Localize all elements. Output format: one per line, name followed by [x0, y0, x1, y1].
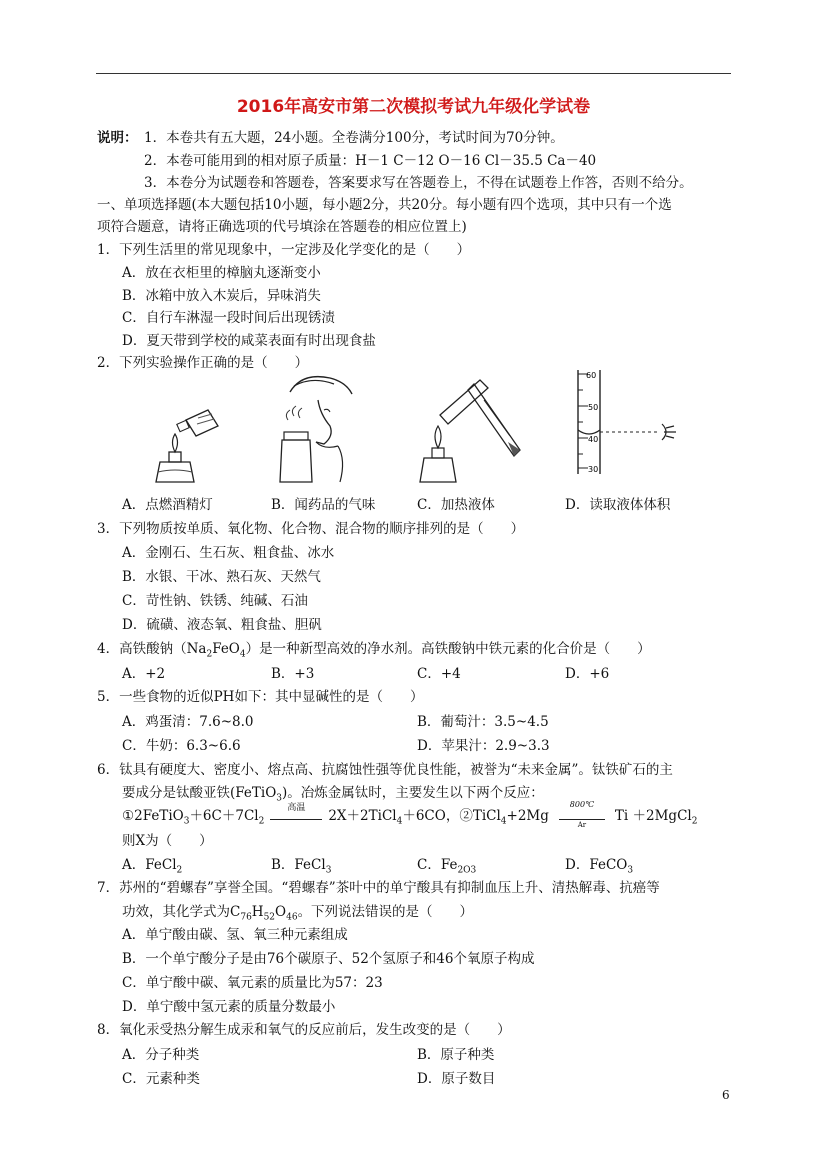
q1-option-c: C．自行车淋湿一段时间后出现锈渍 — [122, 310, 335, 326]
q2-stem: 2．下列实验操作正确的是（ ） — [97, 355, 309, 371]
q7-line-1: 7．苏州的“碧螺春”享誉全国。“碧螺春”茶叶中的单宁酸具有抑制血压上升、清热解毒、抗癌等 — [97, 880, 660, 896]
q5-option-a: A．鸡蛋清：7.6~8.0 — [122, 714, 254, 730]
q6-equations: $①2FeTiO_3+6C+7Cl_2$ 高温 2X＋2TiCl$_4$＋6CO，②TiCl$_4$+2Mg $\frac{800℃}{Ar}$ Ti ＋2MgCl$_2$ — [122, 800, 698, 829]
q2-option-c: C．加热液体 — [417, 497, 495, 513]
q6-option-c: C．$Fe_{2O3}$ — [417, 857, 477, 876]
q5-option-b: B．葡萄汁：3.5~4.5 — [417, 714, 549, 730]
q7-option-a: A．单宁酸由碳、氢、氧三种元素组成 — [122, 927, 348, 943]
q4-option-c: C．+4 — [417, 666, 461, 682]
page-number: 6 — [722, 1088, 730, 1102]
q7-line-2: 功效，其化学式为$C_{76}H_{52}O_{46}$。下列说法错误的是（ ） — [122, 904, 474, 923]
condition-argon: Ar — [577, 821, 587, 829]
q5-stem: 5．一些食物的近似PH如下：其中显碱性的是（ ） — [97, 689, 424, 705]
q4-stem: 4．高铁酸钠$(Na_2FeO_4)$是一种新型高效的净水剂。高铁酸钠中铁元素的化合价是（ ） — [97, 641, 651, 660]
q3-option-b: B．水银、干冰、熟石灰、天然气 — [122, 569, 321, 585]
q2-option-b: B．闻药品的气味 — [271, 497, 376, 513]
cyl-tick-30: 30 — [588, 465, 599, 474]
q5-option-d: D．苹果汁：2.9~3.3 — [417, 738, 550, 754]
q6-line-2: 要成分是钛酸亚铁(FeTiO$_3$)。冶炼金属钛时，主要发生以下两个反应： — [122, 785, 544, 804]
q4-option-a: A．+2 — [122, 666, 166, 682]
q6-option-a: A．FeCl$_2$ — [122, 857, 183, 876]
q8-stem: 8．氧化汞受热分解生成汞和氧气的反应前后，发生改变的是（ ） — [97, 1022, 511, 1038]
section-1-intro: 一、单项选择题(本大题包括10小题，每小题2分，共20分。每小题有四个选项，其中只有一个选 — [97, 197, 672, 213]
q1-option-b: B．冰箱中放入木炭后，异味消失 — [122, 288, 321, 304]
q8-option-d: D．原子数目 — [417, 1071, 496, 1087]
cyl-tick-60: 60 — [586, 371, 597, 380]
figure-smelling-chemical — [272, 370, 362, 485]
figure-reading-cylinder — [566, 368, 681, 478]
q1-option-a: A．放在衣柜里的樟脑丸逐渐变小 — [122, 265, 321, 281]
condition-800c: 800℃ — [569, 800, 595, 809]
q3-option-a: A．金刚石、生石灰、粗食盐、冰水 — [122, 545, 335, 561]
q8-option-c: C．元素种类 — [122, 1071, 200, 1087]
q1-stem: 1．下列生活里的常见现象中，一定涉及化学变化的是（ ） — [97, 242, 471, 258]
q8-option-b: B．原子种类 — [417, 1047, 495, 1063]
q4-option-d: D．+6 — [565, 666, 610, 682]
q8-option-a: A．分子种类 — [122, 1047, 200, 1063]
q6-option-b: B．FeCl$_3$ — [271, 857, 332, 876]
page-title: 2016年高安市第二次模拟考试九年级化学试卷 — [236, 97, 591, 117]
notes-label: 说明： — [97, 130, 138, 146]
q3-option-d: D．硫磺、液态氧、粗食盐、胆矾 — [122, 617, 322, 633]
cyl-tick-40: 40 — [588, 435, 599, 444]
note-1: 1．本卷共有五大题，24小题。全卷满分100分，考试时间为70分钟。 — [144, 130, 564, 146]
q7-option-d: D．单宁酸中氢元素的质量分数最小 — [122, 999, 336, 1015]
q3-stem: 3．下列物质按单质、氧化物、化合物、混合物的顺序排列的是（ ） — [97, 521, 525, 537]
q1-option-d: D．夏天带到学校的咸菜表面有时出现食盐 — [122, 333, 376, 349]
q2-option-a: A．点燃酒精灯 — [122, 497, 213, 513]
q3-option-c: C．苛性钠、铁锈、纯碱、石油 — [122, 593, 308, 609]
q7-option-c: C．单宁酸中碳、氧元素的质量比为57：23 — [122, 975, 383, 991]
section-1-intro-2: 项符合题意，请将正确选项的代号填涂在答题卷的相应位置上) — [97, 219, 467, 235]
figure-heating-liquid — [410, 370, 525, 485]
note-3: 3．本卷分为试题卷和答题卷，答案要求写在答题卷上，不得在试题卷上作答，否则不给分。 — [144, 175, 693, 191]
figure-lighting-alcohol-lamp — [148, 400, 228, 490]
q6-ask: 则X为（ ） — [122, 833, 213, 849]
q6-option-d: D．FeCO$_3$ — [565, 857, 634, 876]
q2-option-d: D．读取液体体积 — [565, 497, 671, 513]
note-2: 2．本卷可能用到的相对原子质量：H－1 C－12 O－16 Cl－35.5 Ca－40 — [144, 153, 597, 169]
header-rule — [96, 73, 731, 74]
q4-option-b: B．+3 — [271, 666, 315, 682]
condition-high-temp: 高温 — [287, 803, 306, 813]
q6-line-1: 6．钛具有硬度大、密度小、熔点高、抗腐蚀性强等优良性能，被誉为“未来金属”。钛铁矿石的主 — [97, 762, 673, 778]
cyl-tick-50: 50 — [588, 403, 599, 412]
q7-option-b: B．一个单宁酸分子是由76个碳原子、52个氢原子和46个氧原子构成 — [122, 951, 535, 967]
q5-option-c: C．牛奶：6.3~6.6 — [122, 738, 241, 754]
